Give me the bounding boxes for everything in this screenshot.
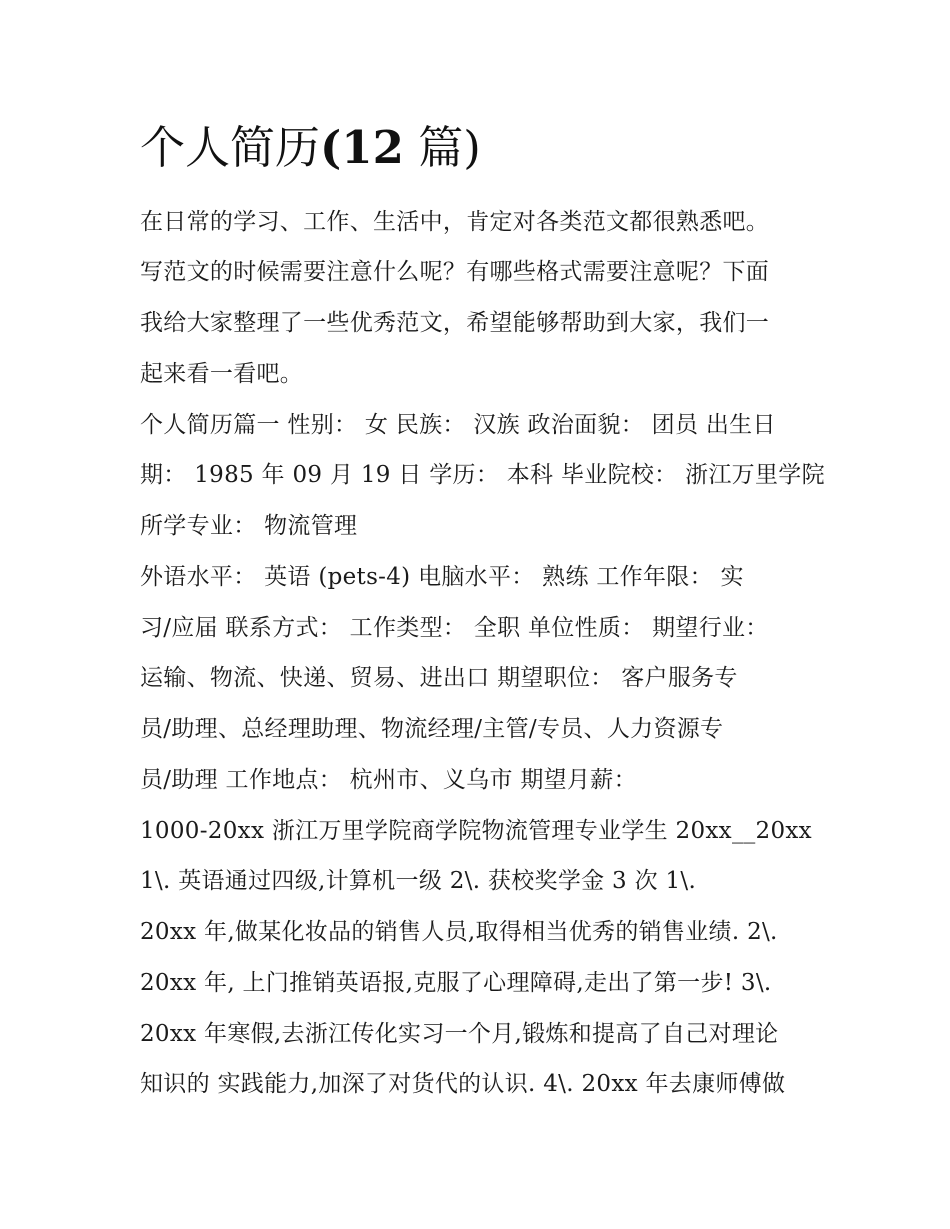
body-line: 我给大家整理了一些优秀范文，希望能够帮助到大家，我们一 (140, 310, 770, 336)
body-line: 员/助理、总经理助理、物流经理/主管/专员、人力资源专 (140, 716, 724, 742)
page-title (140, 116, 481, 180)
body-line: 在日常的学习、工作、生活中，肯定对各类范文都很熟悉吧。 (140, 209, 770, 235)
body-line: 起来看一看吧。 (140, 361, 304, 387)
body-line: 运输、物流、快递、贸易、进出口 期望职位： 客户服务专 (140, 665, 738, 691)
body-line: 1000-20xx 浙江万里学院商学院物流管理专业学生 20xx__20xx (140, 818, 812, 844)
body-line: 个人简历篇一 性别： 女 民族： 汉族 政治面貌： 团员 出生日 (140, 412, 776, 438)
body-line: 20xx 年, 上门推销英语报,克服了心理障碍,走出了第一步! 3\. (140, 970, 772, 996)
body-line: 20xx 年,做某化妆品的销售人员,取得相当优秀的销售业绩. 2\. (140, 919, 778, 945)
body-line: 知识的 实践能力,加深了对货代的认识. 4\. 20xx 年去康师傅做 (140, 1071, 786, 1097)
body-line: 习/应届 联系方式： 工作类型： 全职 单位性质： 期望行业： (140, 615, 769, 641)
title-end: 篇) (403, 121, 481, 174)
body-line: 20xx 年寒假,去浙江传化实习一个月,锻炼和提高了自己对理论 (140, 1021, 779, 1047)
body-line: 写范文的时候需要注意什么呢？有哪些格式需要注意呢？下面 (140, 259, 770, 285)
title-count: (12 (320, 121, 404, 174)
body-line: 所学专业： 物流管理 (140, 513, 358, 539)
body-line: 员/助理 工作地点： 杭州市、义乌市 期望月薪： (140, 767, 637, 793)
title-main: 个人简历 (140, 121, 321, 174)
body-line: 期： 1985 年 09 月 19 日 学历： 本科 毕业院校： 浙江万里学院 (140, 462, 825, 488)
body-line: 1\. 英语通过四级,计算机一级 2\. 获校奖学金 3 次 1\. (140, 868, 697, 894)
body-line: 外语水平： 英语 (pets-4) 电脑水平： 熟练 工作年限： 实 (140, 564, 744, 590)
